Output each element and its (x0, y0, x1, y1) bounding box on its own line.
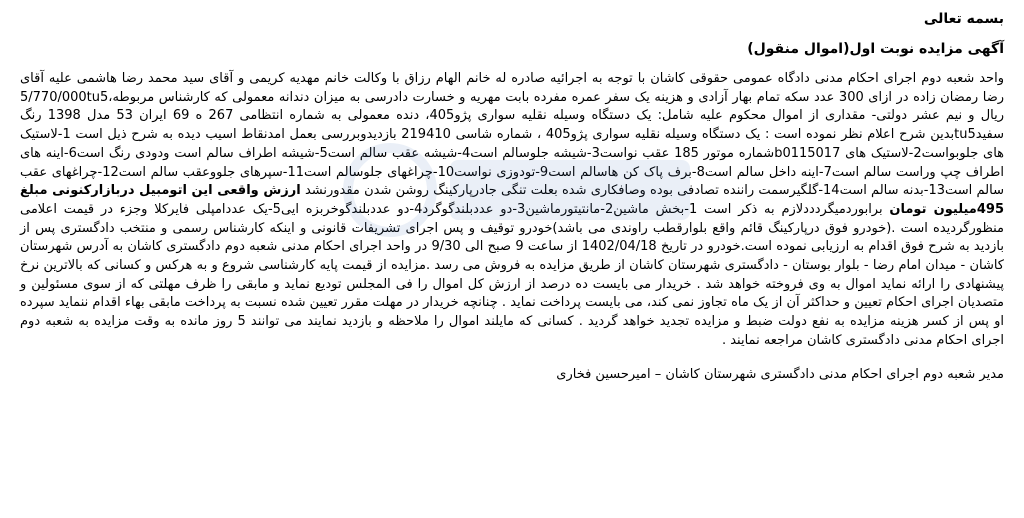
market-value-bold: ارزش واقعی این اتومبیل دربازارکنونی مبلغ 495میلیون تومان (20, 183, 1004, 217)
bismillah-heading: بسمه تعالی (923, 11, 1004, 27)
notice-title: آگهی مزایده نوبت اول(اموال منقول) (747, 41, 1004, 57)
body-text-part-3: برابوردمیگردددلازم به ذکر است 1-بخش ماشین2-مانتیتورماشین3-دو عددبلندگوگرد4-دو عددبلندگوخربزه ایی5-یک عددامپلی فایرکلا وجزء در قیمت اعلامی منظورگردیده است .(خودرو فوق درپارکینگ قائم واقع بلوارقطب راوندی می باشد)خودرو توقیف و پس اجرای تشریفات قانونی و اینکه کارشناس رسمی و منتخب دادگستری پس از بازدید به شرح فوق اقدام به ارزیابی نموده است.خودرو در تاریخ 1402/04/18 از ساعت 9 صبح الی 9/30 در واحد اجرای احکام مدنی شعبه دوم دادگستری کاشان به آدرس شهرستان کاشان - میدان امام رضا - بلوار بوستان - دادگستری شهرستان کاشان از طریق مزایده به فروش می رسد .مزایده از قیمت پایه کارشناسی شروع و به هرکس و کسانی که بالاترین نرخ پیشنهادی را ارائه نماید اموال به وی فروخته خواهد شد . خریدار می بایست ده درصد از ارزش کل اموال را فی المجلس تودیع نماید و مابقی را ظرف مهلتی که از سوی مسئولین و متصدیان اجرای احکام تعیین و حداکثر آن از یک ماه تجاوز نمی کند، می بایست پرداخت نماید . چنانچه خریدار در مهلت مقرر تعیین شده نسبت به پرداخت مابقی بهاء اقدام ننماید سپرده او پس از کسر هزینه مزایده به نفع دولت ضبط و مزایده تجدید خواهد گردید . کسانی که مایلند اموال را ملاحظه و بازدید نمایند می توانند 5 روز مانده به وقت مزایده به شعبه دوم اجرای احکام مدنی دادگستری کاشان مراجعه نمایند . (20, 201, 1004, 348)
body-text-part-1: واحد شعبه دوم اجرای احکام مدنی دادگاه عمومی حقوقی کاشان با توجه به اجرائیه صادره له خانم الهام رزاق با وکالت خانم مهدیه کریمی و آقای سید محمد رضا هاشمی علیه آقای رضا رمضان زاده در ازای 300 عدد سکه تمام بهار آزادی و هزینه یک سفر عمره مفرده بابت مهریه و خسارت دادرسی به میزان دندانه معمولی که کارشناس مربوطه،5/770/000tu5 ریال و نیم عشر دولتی- مقداری از اموال محکوم علیه شامل: یک دستگاه وسیله نقلیه سواری پژو405، دنده معمولی به شماره انتظامی 267 ه 69 ایران 53 مدل 1398 رنگ سفیدtu5بدین شرح اعلام نظر نموده است : یک دستگاه وسیله نقلیه سواری پژو405 ، شماره شاسی 219410 بازدیدوبررسی بعمل امدنقاط اسیب دیده به شرح ذیل است 1-لاستیک های جلوبواست2-لاستیک های b0115017شماره موتور 185 عقب نواست3-شیشه جلوسالم است4-شیشه عقب سالم است5-شیشه اطراف سالم است ودودی رنگ است6-اینه های اطراف چپ وراست سالم است7-اینه داخل سالم است8-برف پاک کن هاسالم است9-تودوزی نواست10-چراغهای جلوسالم است11-سپرهای جلووعقب سالم است12-چراغهای عقب سالم است13-بدنه سالم است14-گلگیرسمت راننده تصادفی بوده وصافکاری شده بعلت تنگی جادرپارکینگ روشن شدن مقدورنشد (20, 71, 1005, 199)
notice-body (20, 70, 1004, 351)
signature-line: مدیر شعبه دوم اجرای احکام مدنی دادگستری شهرستان کاشان – امیرحسین فخاری (556, 366, 1004, 382)
